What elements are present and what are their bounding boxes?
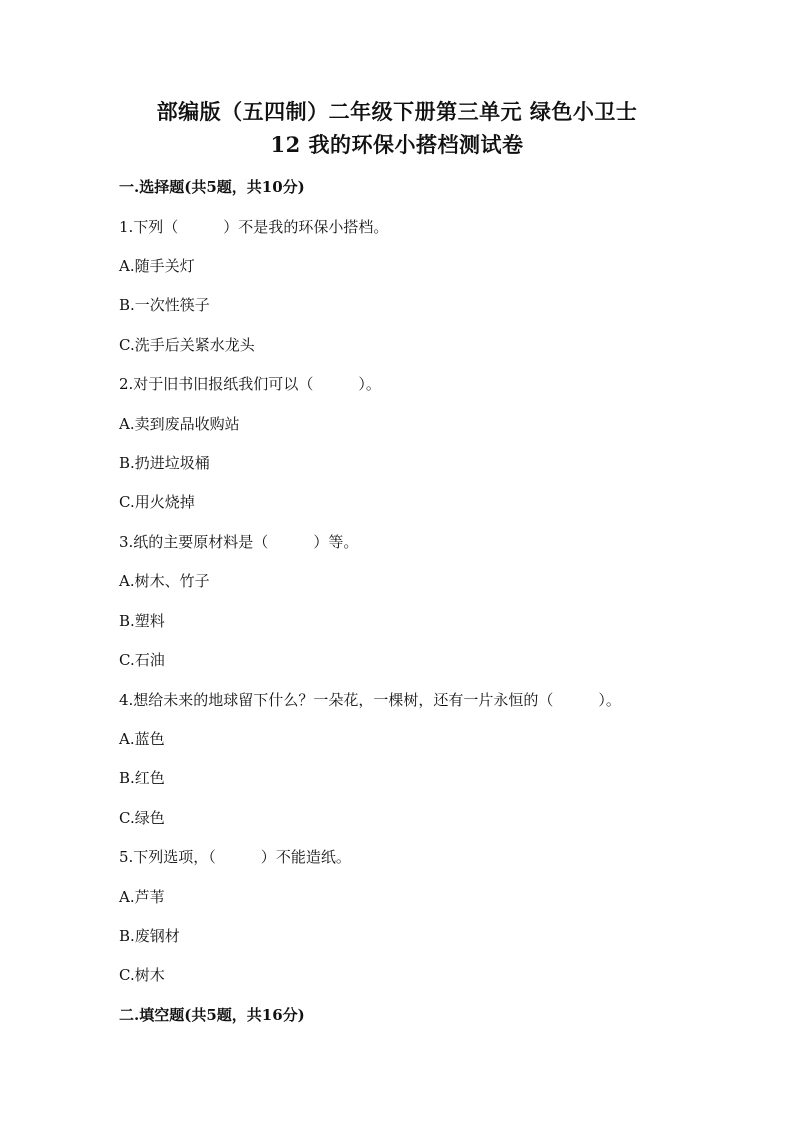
page-title: 部编版（五四制）二年级下册第三单元 绿色小卫士: [156, 99, 638, 124]
question-option: C.用火烧掉: [119, 493, 195, 511]
page-subtitle: 12 我的环保小搭档测试卷: [270, 132, 524, 157]
question-option: A.树木、竹子: [119, 572, 210, 590]
question-option: C.石油: [119, 651, 165, 669]
question-option: C.洗手后关紧水龙头: [119, 336, 255, 354]
question-option: B.废钢材: [119, 927, 180, 945]
question-option: B.扔进垃圾桶: [119, 454, 210, 472]
question-option: A.随手关灯: [119, 257, 195, 275]
section-heading-choice: 一.选择题(共5题，共10分): [119, 178, 305, 196]
question-option: A.卖到废品收购站: [119, 415, 240, 433]
question-stem: 1.下列（ ）不是我的环保小搭档。: [119, 218, 389, 236]
section-heading-fill: 二.填空题(共5题，共16分): [119, 1006, 305, 1024]
question-option: B.红色: [119, 769, 165, 787]
question-option: C.树木: [119, 966, 165, 984]
question-option: A.芦苇: [119, 888, 165, 906]
question-stem: 4.想给未来的地球留下什么？一朵花，一棵树，还有一片永恒的（ ）。: [119, 691, 621, 709]
question-option: C.绿色: [119, 809, 165, 827]
question-stem: 3.纸的主要原材料是（ ）等。: [119, 533, 359, 551]
question-stem: 5.下列选项，（ ）不能造纸。: [119, 848, 351, 866]
question-option: B.一次性筷子: [119, 296, 210, 314]
question-stem: 2.对于旧书旧报纸我们可以（ ）。: [119, 375, 381, 393]
question-option: B.塑料: [119, 612, 165, 630]
question-option: A.蓝色: [119, 730, 165, 748]
